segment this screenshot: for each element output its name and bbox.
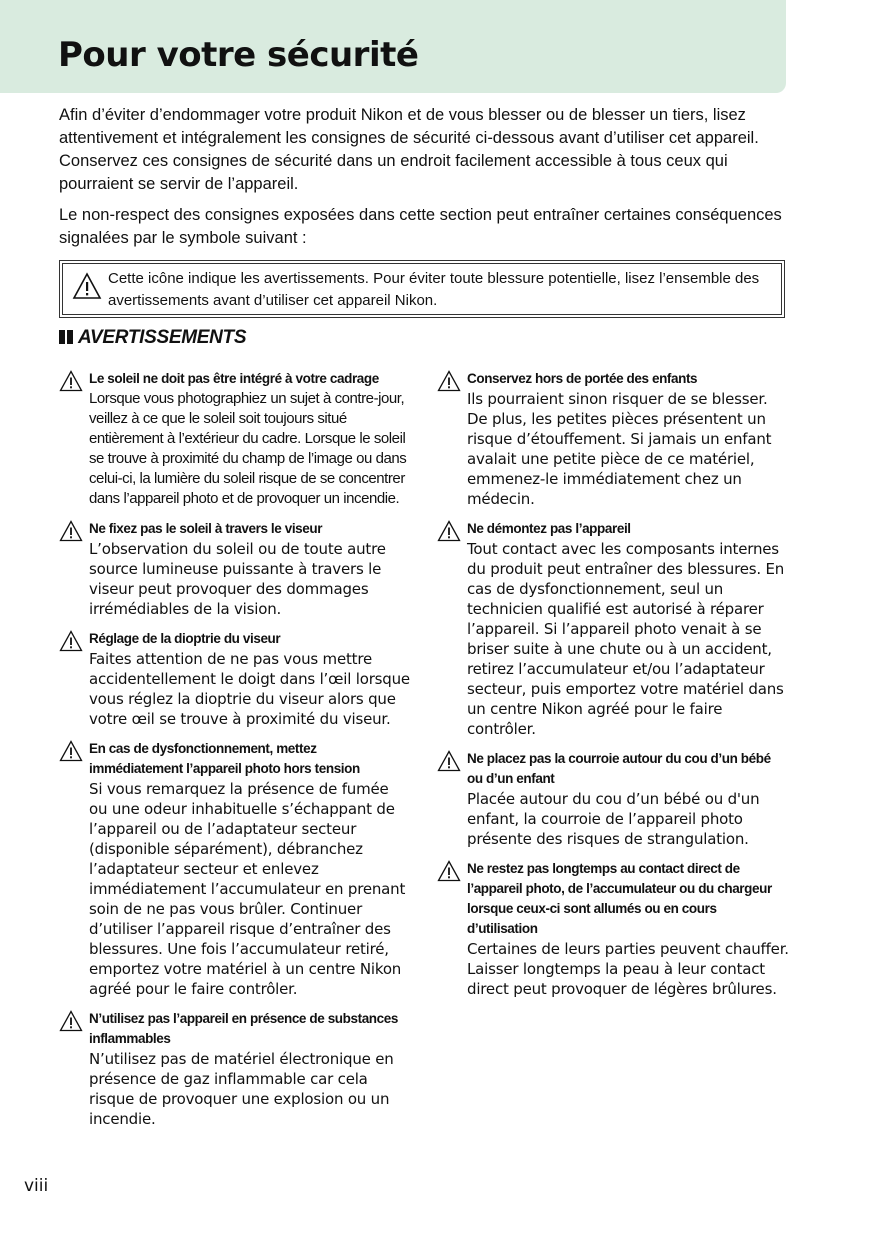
warning-title: Conservez hors de portée des enfants	[467, 371, 698, 386]
warning-body: Si vous remarquez la présence de fumée ou une odeur inhabituelle s’échappant de l’appareil ou de l’adaptateur secteur (disponible séparément), débranchez l’adaptateur secteur et enlevez immédiatement l’accumulateur en prenant soin de ne pas vous brûler. Continuer d’utiliser l’appareil risque d’entraîner des blessures. Une fois l’accumulateur retiré, emportez votre matériel à un centre Nikon agréé pour le faire contrôler.	[89, 780, 406, 998]
warning-item	[59, 739, 411, 999]
warning-title: Réglage de la dioptrie du viseur	[89, 631, 281, 646]
warning-triangle-icon	[72, 272, 102, 304]
warning-item	[59, 519, 411, 619]
section-heading-label: AVERTISSEMENTS	[78, 327, 247, 348]
warning-title: Ne restez pas longtemps au contact direct de l’appareil photo, de l’accumulateur ou du chargeur lorsque ceux-ci sont allumés ou en cours d’utilisation	[467, 861, 772, 936]
warning-title: Ne fixez pas le soleil à travers le viseur	[89, 521, 323, 536]
warning-body: Placée autour du cou d’un bébé ou d'un enfant, la courroie de l’appareil photo présente des risques de strangulation.	[467, 790, 760, 848]
warning-body: Lorsque vous photographiez un sujet à contre-jour, veillez à ce que le soleil soit toujours situé entièrement à l’extérieur du cadre. Lorsque le soleil se trouve à proximité du champ de l’image ou dans celui-ci, la lumière du soleil risque de se concentrer dans l’appareil photo et de provoquer un incendie.	[89, 390, 407, 507]
warning-body: N’utilisez pas de matériel électronique en présence de gaz inflammable car cela risque de provoquer une explosion ou un incendie.	[89, 1050, 394, 1128]
warning-title: N’utilisez pas l’appareil en présence de substances inflammables	[89, 1011, 398, 1046]
warning-body: Tout contact avec les composants internes du produit peut entraîner des blessures. En cas de dysfonctionnement, seul un technicien qualifié est autorisé à réparer l’appareil. Si l’appareil photo venait à se briser suite à une chute ou à un accident, retirez l’accumulateur et/ou l’adaptateur secteur, puis emportez votre matériel dans un centre Nikon agréé pour le faire contrôler.	[467, 540, 785, 738]
notice-text: Cette icône indique les avertissements. Pour éviter toute blessure potentielle, lisez l’ensemble des avertissements avant d’utiliser cet appareil Nikon.	[108, 270, 760, 309]
warning-triangle-icon	[59, 370, 83, 396]
warning-triangle-icon	[437, 370, 461, 396]
warning-title: Ne placez pas la courroie autour du cou d’un bébé ou d’un enfant	[467, 751, 771, 786]
warning-item	[59, 629, 411, 729]
warning-body: Ils pourraient sinon risquer de se blesser. De plus, les petites pièces présentent un risque d’étouffement. Si jamais un enfant avalait une petite pièce de ce matériel, emmenez-le immédiatement chez un médecin.	[467, 390, 772, 508]
warning-title: En cas de dysfonctionnement, mettez immédiatement l’appareil photo hors tension	[89, 741, 360, 776]
page-title: Pour votre sécurité	[58, 35, 419, 75]
warning-triangle-icon	[437, 520, 461, 546]
warning-item	[437, 519, 789, 739]
warning-item	[437, 859, 789, 999]
warning-body: Faites attention de ne pas vous mettre accidentellement le doigt dans l’œil lorsque vous réglez la dioptrie du viseur alors que votre œil se trouve à proximité du viseur.	[89, 650, 410, 728]
warning-triangle-icon	[59, 630, 83, 656]
section-marker-icon	[59, 328, 75, 350]
warnings-right-column	[437, 369, 789, 1009]
warning-body: Certaines de leurs parties peuvent chauffer. Laisser longtemps la peau à leur contact direct peut provoquer de légères brûlures.	[467, 940, 789, 998]
warning-triangle-icon	[59, 740, 83, 766]
warning-triangle-icon	[59, 520, 83, 546]
warning-notice-box	[59, 260, 785, 318]
warnings-left-column	[59, 369, 411, 1139]
page-number: viii	[24, 1176, 49, 1196]
warning-body: L’observation du soleil ou de toute autre source lumineuse puissante à travers le viseur peut provoquer des dommages irrémédiables de la vision.	[89, 540, 386, 618]
warning-item	[437, 369, 789, 509]
warning-item	[437, 749, 789, 849]
intro-paragraph-1: Afin d’éviter d’endommager votre produit Nikon et de vous blesser ou de blesser un tiers, lisez attentivement et intégralement les consignes de sécurité ci-dessous avant d’utiliser cet appareil. Conservez ces consignes de sécurité dans un endroit facilement accessible à tous ceux qui pourraient se servir de l’appareil.	[59, 106, 759, 193]
warning-item	[59, 1009, 411, 1129]
section-heading	[59, 327, 246, 350]
warning-item	[59, 369, 411, 509]
warning-triangle-icon	[59, 1010, 83, 1036]
warning-title: Ne démontez pas l’appareil	[467, 521, 631, 536]
intro-paragraph-2: Le non-respect des consignes exposées dans cette section peut entraîner certaines conséquences signalées par le symbole suivant :	[59, 206, 782, 247]
warning-triangle-icon	[437, 860, 461, 886]
warning-triangle-icon	[437, 750, 461, 776]
warning-title: Le soleil ne doit pas être intégré à votre cadrage	[89, 371, 379, 386]
